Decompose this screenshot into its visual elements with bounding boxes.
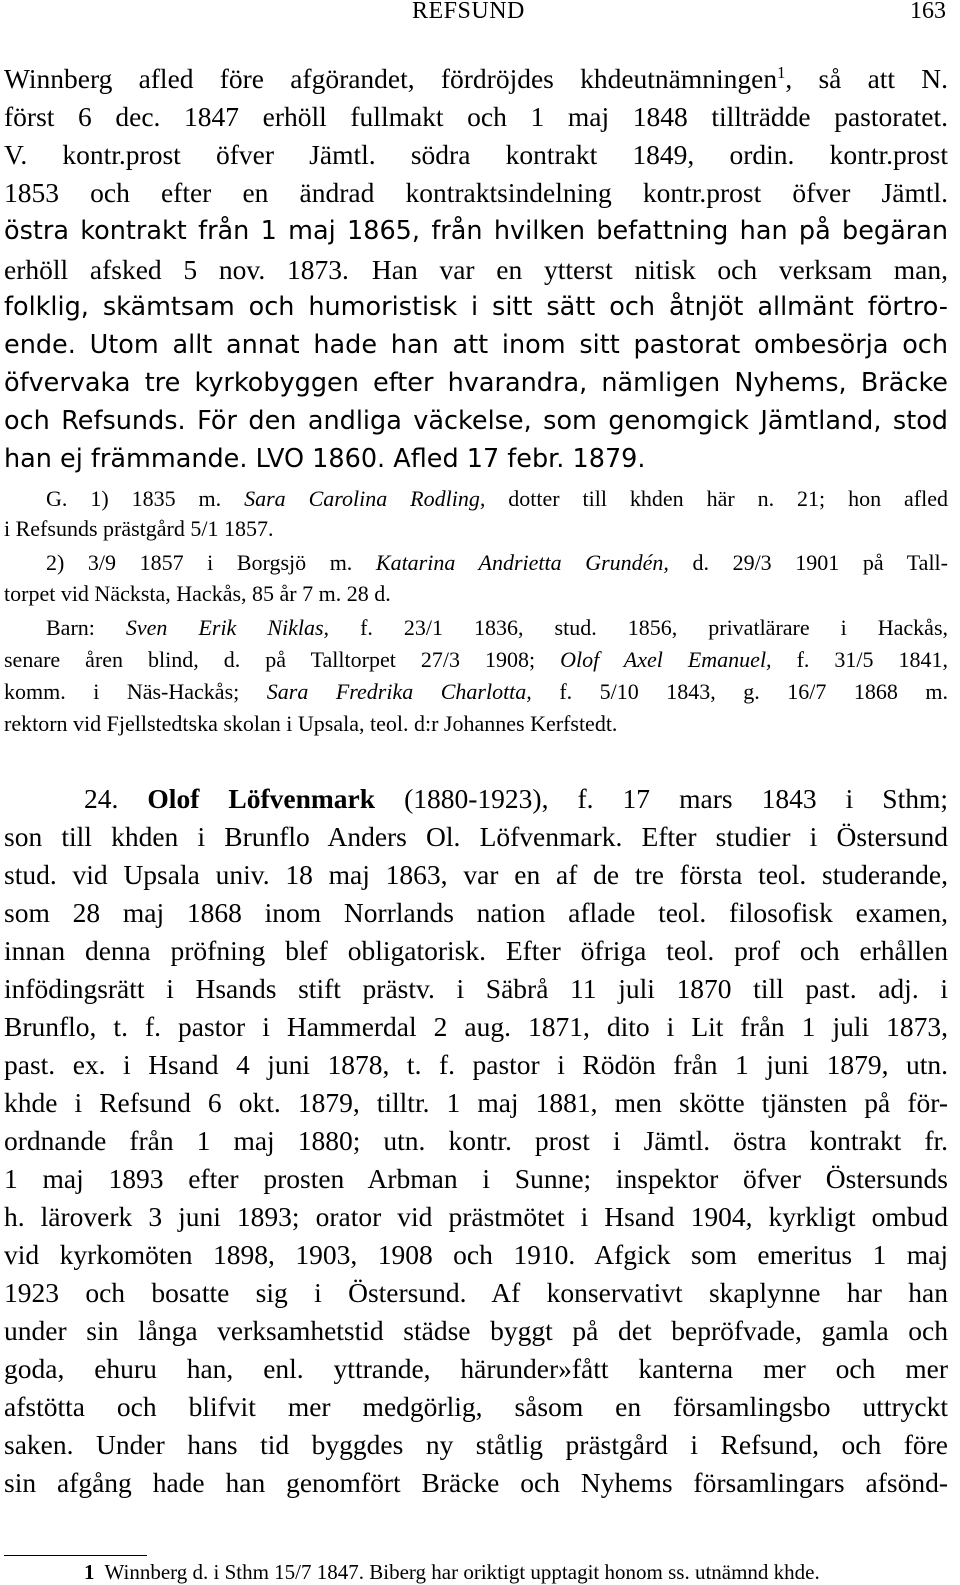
text-line: 1923 och bosatte sig i Östersund. Af konservativt skaplynne har han: [4, 1277, 948, 1308]
text-line: 1 maj 1893 efter prosten Arbman i Sunne; inspektor öfver Östersunds: [4, 1163, 948, 1194]
text-line: öfvervaka tre kyrkobyggen efter hvarandra, nämligen Nyhems, Bräcke: [4, 368, 948, 398]
child-name: Sara Fredrika Charlotta,: [266, 679, 532, 704]
entry-name: Olof Löfvenmark: [147, 783, 376, 814]
text-line: sin afgång hade han genomfört Bräcke och Nyhems församlingars afsönd-: [4, 1467, 948, 1498]
text-line: komm. i Näs-Hackås; Sara Fredrika Charlotta, f. 5/10 1843, g. 16/7 1868 m.: [4, 679, 949, 704]
text-line: goda, ehuru han, enl. yttrande, härunder»fått kanterna mer och mer: [4, 1353, 948, 1384]
text-line: han ej främmande. LVO 1860. Afled 17 febr. 1879.: [4, 444, 646, 474]
text-line: h. läroverk 3 juni 1893; orator vid prästmötet i Hsand 1904, kyrkligt ombud: [4, 1201, 948, 1232]
text-line: saken. Under hans tid byggdes ny ståtlig prästgård i Refsund, och före: [4, 1429, 948, 1460]
spouse-name: Katarina Andrietta Grundén,: [375, 550, 669, 575]
text-line: innan denna pröfning blef obligatorisk. Efter öfriga teol. prof och erhållen: [4, 935, 948, 966]
text-line: först 6 dec. 1847 erhöll fullmakt och 1 maj 1848 tillträdde pastoratet.: [4, 101, 948, 132]
footnote: [84, 1560, 948, 1585]
text-line: torpet vid Näcksta, Hackås, 85 år 7 m. 28 d.: [4, 581, 391, 606]
text-line: afstötta och blifvit mer medgörlig, såsom en församlingsbo uttryckt: [4, 1391, 948, 1422]
text-line: Winnberg afled före afgörandet, fördröjdes khdeutnämningen$^1$, så att N.: [4, 62, 948, 94]
text-line: östra kontrakt från 1 maj 1865, från hvilken befattning han på begäran: [4, 216, 948, 246]
entry-heading: 24. Olof Löfvenmark (1880-1923), f. 17 mars 1843 i Sthm;: [84, 783, 949, 814]
text-line: stud. vid Upsala univ. 18 maj 1863, var en af de tre första teol. studerande,: [4, 859, 948, 890]
text-line: son till khden i Brunflo Anders Ol. Löfvenmark. Efter studier i Östersund: [4, 821, 948, 852]
text-line: i Refsunds prästgård 5/1 1857.: [4, 516, 274, 541]
text-line: 2) 3/9 1857 i Borgsjö m. Katarina Andrietta Grundén, d. 29/3 1901 på Tall-: [46, 550, 948, 575]
running-title: REFSUND: [412, 0, 525, 24]
page-number: 163: [910, 0, 946, 24]
child-name: Sven Erik Niklas,: [125, 615, 330, 640]
text-line: som 28 maj 1868 inom Norrlands nation aflade teol. filosofisk examen,: [4, 897, 948, 928]
text-line: erhöll afsked 5 nov. 1873. Han var en ytterst nitisk och verksam man,: [4, 254, 948, 285]
text-line: Barn: Sven Erik Niklas, f. 23/1 1836, stud. 1856, privatlärare i Hackås,: [46, 615, 948, 640]
text-line: khde i Refsund 6 okt. 1879, tilltr. 1 maj 1881, men skötte tjänsten på för-: [4, 1087, 948, 1118]
text-line: V. kontr.prost öfver Jämtl. södra kontrakt 1849, ordin. kontr.prost: [4, 139, 948, 170]
page-header: [0, 0, 960, 30]
footnote-number: 1: [84, 1560, 95, 1584]
text-line: Brunflo, t. f. pastor i Hammerdal 2 aug. 1871, dito i Lit från 1 juli 1873,: [4, 1011, 948, 1042]
footnote-text: Winnberg d. i Sthm 15/7 1847. Biberg har oriktigt upptagit honom ss. utnämnd khde.: [104, 1560, 820, 1584]
text-line: ende. Utom allt annat hade han att inom sitt pastorat ombesörja och: [4, 330, 948, 360]
text-line: folklig, skämtsam och humoristisk i sitt sätt och åtnjöt allmänt förtro-: [4, 292, 948, 322]
text-line: senare åren blind, d. på Talltorpet 27/3 1908; Olof Axel Emanuel, f. 31/5 1841,: [4, 647, 948, 672]
text-line: past. ex. i Hsand 4 juni 1878, t. f. pastor i Rödön från 1 juni 1879, utn.: [4, 1049, 948, 1080]
text-line: infödingsrätt i Hsands stift prästv. i Säbrå 11 juli 1870 till past. adj. i: [4, 973, 948, 1004]
text-line: 1853 och efter en ändrad kontraktsindelning kontr.prost öfver Jämtl.: [4, 177, 948, 208]
text-line: ordnande från 1 maj 1880; utn. kontr. prost i Jämtl. östra kontrakt fr.: [4, 1125, 948, 1156]
text-line: under sin långa verksamhetstid städse byggt på det bepröfvade, gamla och: [4, 1315, 948, 1346]
footnote-ref: 1: [777, 62, 786, 82]
text-line: G. 1) 1835 m. Sara Carolina Rodling, dotter till khden här n. 21; hon afled: [46, 486, 949, 511]
child-name: Olof Axel Emanuel,: [560, 647, 772, 672]
footnote-rule: [4, 1555, 147, 1556]
text-line: vid kyrkomöten 1898, 1903, 1908 och 1910. Afgick som emeritus 1 maj: [4, 1239, 948, 1270]
entry-number: 24.: [84, 783, 119, 814]
text-line: och Refsunds. För den andliga väckelse, som genomgick Jämtland, stod: [4, 406, 948, 436]
spouse-name: Sara Carolina Rodling,: [244, 486, 486, 511]
text-line: rektorn vid Fjellstedtska skolan i Upsala, teol. d:r Johannes Kerfstedt.: [4, 711, 618, 736]
